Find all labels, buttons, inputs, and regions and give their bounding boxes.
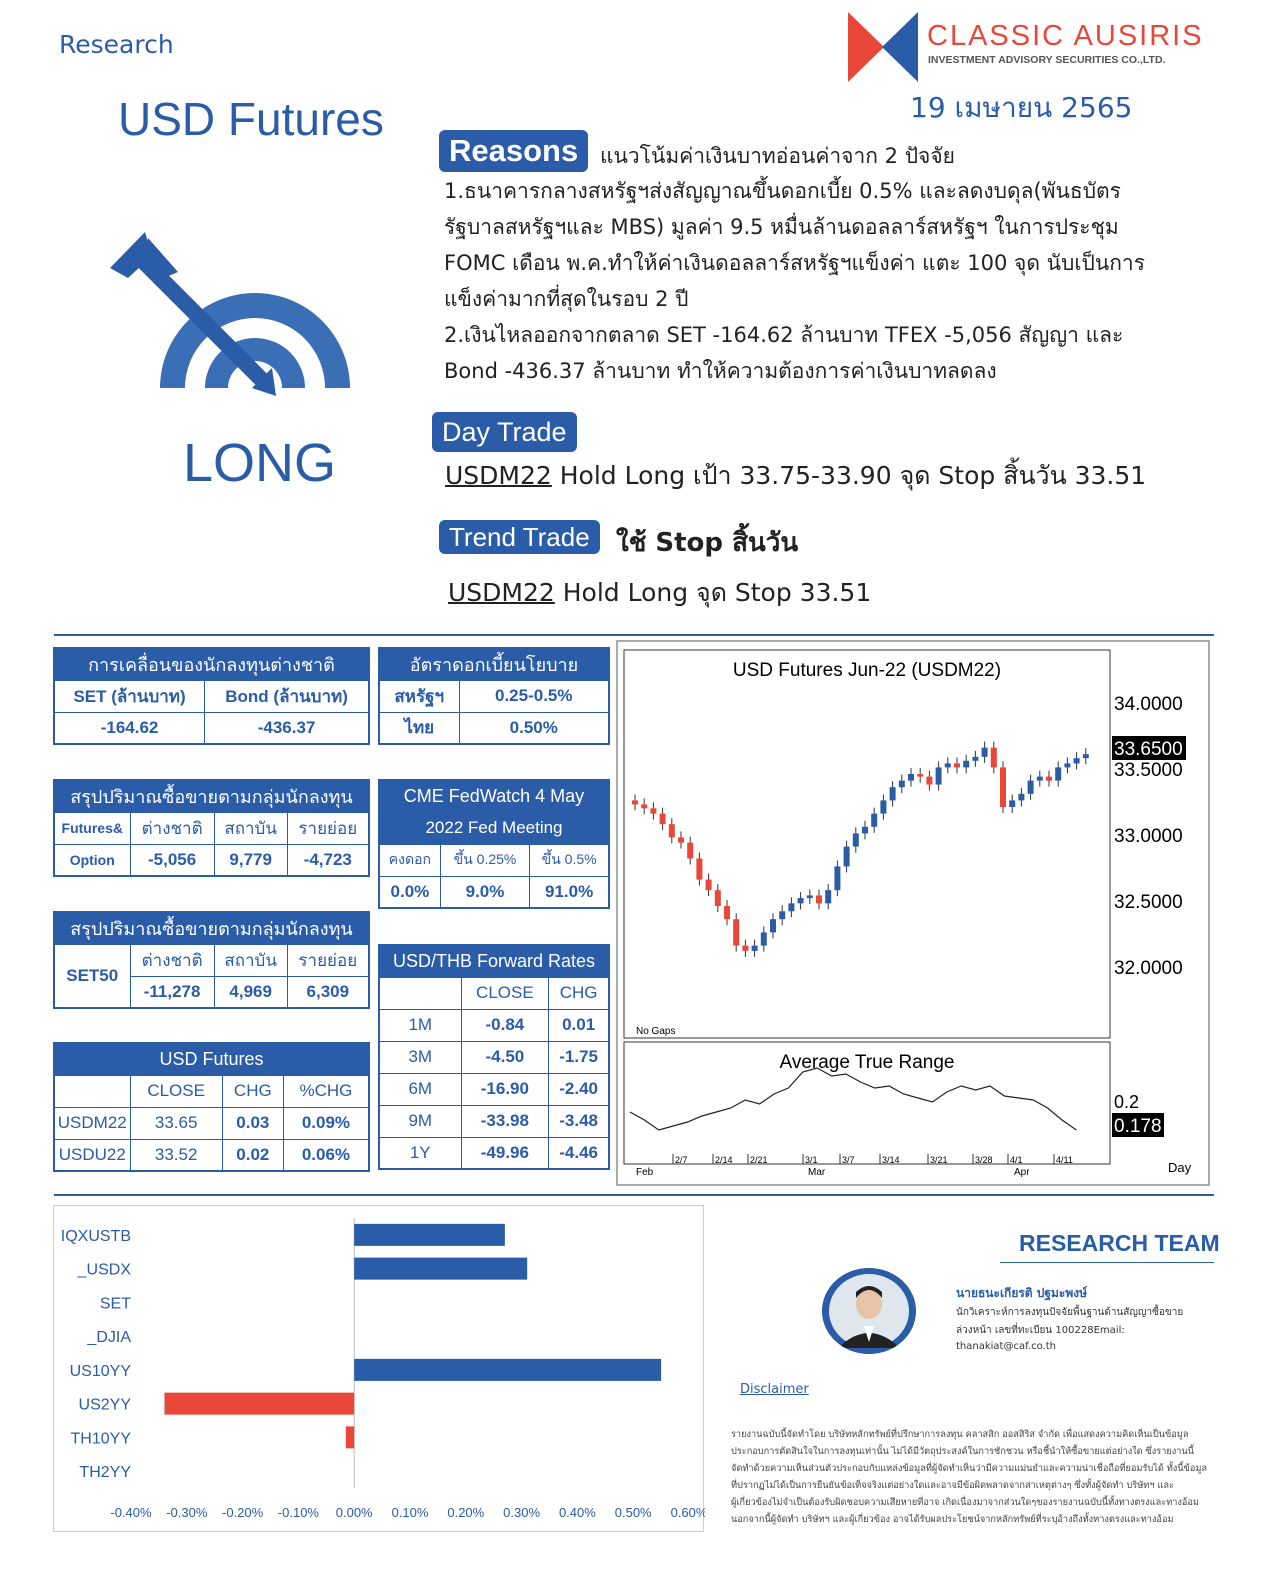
category-label: _DJIA xyxy=(87,1329,131,1347)
trend-trade-note: ใช้ Stop สิ้นวัน xyxy=(616,528,799,558)
table-cell: 0.25-0.5% xyxy=(459,680,609,712)
table-cell: 0.50% xyxy=(459,712,609,744)
candle-body xyxy=(1046,777,1052,781)
table-cell: -164.62 xyxy=(54,712,205,744)
candle-body xyxy=(1000,767,1006,807)
bar xyxy=(164,1393,354,1415)
table-cell: 9.0% xyxy=(440,876,529,908)
day-trade-badge: Day Trade xyxy=(432,412,577,452)
atr-title: Average True Range xyxy=(779,1052,955,1073)
table-cell: -11,278 xyxy=(130,976,214,1008)
table-cell: 0.09% xyxy=(283,1107,369,1139)
column-header: ต่างชาติ xyxy=(130,944,214,976)
candle-body xyxy=(1037,777,1043,781)
analyst-name: นายธนะเกียรติ ปฐมะพงษ์ xyxy=(956,1286,1088,1300)
policy-rate-table xyxy=(378,647,610,745)
table-title: USD/THB Forward Rates xyxy=(379,945,609,977)
disclaimer-line: รายงานฉบับนี้จัดทำโดย บริษัทหลักทรัพย์ที่ปรึกษาการลงทุน คลาสสิก ออสสิริส จำกัด เพื่อแสดงความคิดเห็นเป็นข้อมูล xyxy=(731,1429,1189,1440)
disclaimer-title: Disclaimer xyxy=(740,1382,809,1397)
table-cell: -0.84 xyxy=(461,1009,549,1041)
bond-change-chart xyxy=(54,1206,705,1533)
reason-line: FOMC เดือน พ.ค.ทำให้ค่าเงินดอลลาร์สหรัฐฯแข็งค่า แตะ 100 จุด นับเป็นการ xyxy=(444,251,1145,275)
column-header: CHG xyxy=(222,1075,283,1107)
candle-body xyxy=(853,833,859,846)
divider xyxy=(1000,1262,1214,1263)
candle-body xyxy=(945,763,951,767)
divider xyxy=(54,634,1214,636)
trend-trade-symbol: USDM22 xyxy=(448,578,555,607)
x-tick-label: 3/28 xyxy=(975,1155,993,1165)
candle-body xyxy=(770,919,776,932)
page-title: USD Futures xyxy=(118,93,384,145)
atr-line xyxy=(630,1068,1076,1130)
table-cell: ไทย xyxy=(379,712,459,744)
category-label: IQXUSTB xyxy=(60,1227,131,1245)
x-tick-label: 0.60% xyxy=(670,1505,705,1520)
column-header: คงดอก xyxy=(379,844,440,876)
table-cell: 91.0% xyxy=(530,876,609,908)
table-cell: 33.65 xyxy=(130,1107,222,1139)
x-tick-label: 2/21 xyxy=(750,1155,768,1165)
table-cell: 0.01 xyxy=(549,1009,609,1041)
candle-body xyxy=(807,895,813,898)
bar xyxy=(346,1426,354,1448)
x-tick-label: 0.10% xyxy=(391,1505,429,1520)
candle-body xyxy=(779,911,785,919)
table-cell: -4.46 xyxy=(549,1137,609,1169)
x-tick-label: 0.20% xyxy=(447,1505,485,1520)
table-cell xyxy=(54,1075,130,1107)
analyst-avatar xyxy=(822,1268,916,1354)
bond-change-chart-panel xyxy=(53,1205,704,1532)
candle-body xyxy=(890,787,896,800)
month-label: Apr xyxy=(1014,1167,1030,1178)
candle-body xyxy=(742,946,748,951)
x-tick-label: 2/7 xyxy=(675,1155,688,1165)
column-header: ต่างชาติ xyxy=(130,812,214,844)
table-title: CME FedWatch 4 May xyxy=(379,780,609,812)
x-tick-label: 3/7 xyxy=(842,1155,855,1165)
reason-line: 1.ธนาคารกลางสหรัฐฯส่งสัญญาณขึ้นดอกเบี้ย 0.5% และลดงบดุล(พันธบัตร xyxy=(444,179,1121,203)
disclaimer-line: จัดทำด้วยความเห็นส่วนตัวประกอบกับแหล่งข้อมูลที่ผู้จัดทำเห็นว่ามีความแม่นยำและความน่าเชื่อถือที่ยอมรับได้ ทั้งนี้ข้อมูล xyxy=(731,1463,1208,1474)
table-cell: -4,723 xyxy=(287,844,369,876)
price-chart xyxy=(618,642,1208,1184)
x-tick-label: 3/1 xyxy=(805,1155,818,1165)
candle-body xyxy=(678,837,684,842)
table-cell: สหรัฐฯ xyxy=(379,680,459,712)
candle-body xyxy=(752,946,758,951)
trend-trade-text xyxy=(448,573,871,613)
table-cell: -5,056 xyxy=(130,844,214,876)
candle-body xyxy=(880,800,886,813)
candle-body xyxy=(816,895,822,903)
bar xyxy=(354,1258,527,1280)
y-tick-label: 33.5000 xyxy=(1114,760,1183,781)
table-title: สรุปปริมาณซื้อขายตามกลุ่มนักลงทุน xyxy=(54,912,369,944)
column-header: CLOSE xyxy=(461,977,549,1009)
candle-body xyxy=(862,827,868,834)
brand-logo-icon xyxy=(848,12,918,82)
candle-body xyxy=(871,814,877,827)
table-title: การเคลื่อนของนักลงทุนต่างชาติ xyxy=(54,648,369,680)
table-cell: -49.96 xyxy=(461,1137,549,1169)
category-label: US10YY xyxy=(69,1362,131,1380)
candle-body xyxy=(669,824,675,837)
disclaimer-line: ที่ปรากฏไม่ได้เป็นการยืนยันข้อเท็จจริงแต่อย่างใดและอาจมีข้อผิดพลาดจากสาเหตุต่างๆ ซึ่งทั้งผู้จัดทำ บริษัทฯ และ xyxy=(731,1480,1174,1491)
candle-body xyxy=(724,906,730,919)
x-tick-group xyxy=(673,1154,1073,1165)
x-axis-title: Day xyxy=(1168,1160,1192,1175)
column-header: สถาบัน xyxy=(214,812,287,844)
column-header: CLOSE xyxy=(130,1075,222,1107)
candle-body xyxy=(908,774,914,781)
table-subtitle: 2022 Fed Meeting xyxy=(379,812,609,844)
x-tick-label: -0.40% xyxy=(110,1505,152,1520)
trend-trade-badge: Trend Trade xyxy=(439,520,600,554)
candle-body xyxy=(963,761,969,768)
reason-line: 2.เงินไหลออกจากตลาด SET -164.62 ล้านบาท TFEX -5,056 สัญญา และ xyxy=(444,323,1124,347)
candle-body xyxy=(834,866,840,890)
no-gaps-label: No Gaps xyxy=(636,1026,676,1037)
table-cell: USDU22 xyxy=(54,1139,130,1171)
reasons-badge: Reasons xyxy=(439,130,588,172)
table-cell: -33.98 xyxy=(461,1105,549,1137)
candle-body xyxy=(1064,763,1070,767)
y-tick-label: 34.0000 xyxy=(1114,694,1183,715)
candle-body xyxy=(1018,794,1024,801)
reasons-intro: แนวโน้มค่าเงินบาทอ่อนค่าจาก 2 ปัจจัย xyxy=(600,144,955,168)
bar xyxy=(354,1359,661,1381)
category-label: SET xyxy=(99,1295,131,1313)
reason-line: Bond -436.37 ล้านบาท ทำให้ความต้องการค่าเงินบาทลดลง xyxy=(444,359,997,383)
column-header: SET (ล้านบาท) xyxy=(54,680,205,712)
analyst-email: thanakiat@caf.co.th xyxy=(956,1341,1056,1352)
candle-body xyxy=(1009,800,1015,807)
candle-body xyxy=(798,898,804,903)
table-cell: 3M xyxy=(379,1041,461,1073)
report-date: 19 เมษายน 2565 xyxy=(910,91,1133,124)
candle-body xyxy=(917,774,923,777)
candle-body xyxy=(936,767,942,784)
x-tick-label: 0.00% xyxy=(335,1505,373,1520)
y-tick-label: 32.0000 xyxy=(1114,958,1183,979)
column-header: รายย่อย xyxy=(287,812,369,844)
table-cell: 9M xyxy=(379,1105,461,1137)
candle-body xyxy=(761,932,767,945)
row-label: Futures& xyxy=(54,812,130,844)
table-cell: 33.52 xyxy=(130,1139,222,1171)
day-trade-symbol: USDM22 xyxy=(445,461,552,490)
category-label: US2YY xyxy=(78,1396,131,1414)
table-cell: 0.06% xyxy=(283,1139,369,1171)
fedwatch-table xyxy=(378,779,610,909)
category-label: _USDX xyxy=(77,1261,131,1279)
table-cell: 6,309 xyxy=(287,976,369,1008)
x-tick-label: -0.20% xyxy=(221,1505,264,1520)
price-chart-panel xyxy=(616,640,1210,1186)
x-tick-label: 4/11 xyxy=(1056,1155,1073,1165)
x-tick-label: 3/21 xyxy=(930,1155,948,1165)
table-cell: 6M xyxy=(379,1073,461,1105)
disclaimer-line: ประกอบการตัดสินใจในการลงทุนเท่านั้น ไม่ได้มีวัตถุประสงค์ในการชักชวน หรือชี้นำให้ซื้อขายแต่อย่างใด ซึ่งรายงานนี้ xyxy=(731,1446,1194,1457)
candle-body xyxy=(733,919,739,945)
day-trade-detail: Hold Long เป้า 33.75-33.90 จุด Stop สิ้นวัน 33.51 xyxy=(551,461,1147,490)
candle-body xyxy=(982,748,988,757)
candle-body xyxy=(650,808,656,813)
x-tick-label: 0.40% xyxy=(558,1505,596,1520)
table-cell: 9,779 xyxy=(214,844,287,876)
table-cell: 0.02 xyxy=(222,1139,283,1171)
atr-last-label: 0.178 xyxy=(1114,1116,1162,1137)
candlestick-series xyxy=(632,742,1089,957)
column-header: %CHG xyxy=(283,1075,369,1107)
candle-body xyxy=(641,804,647,808)
candle-body xyxy=(954,763,960,767)
table-cell: 0.03 xyxy=(222,1107,283,1139)
column-header: ขึ้น 0.5% xyxy=(530,844,609,876)
candle-body xyxy=(926,777,932,785)
table-cell: -436.37 xyxy=(205,712,369,744)
research-team-title: RESEARCH TEAM xyxy=(1019,1230,1220,1256)
table-cell: -4.50 xyxy=(461,1041,549,1073)
futures-flow-table xyxy=(53,779,370,877)
brand-subtitle: INVESTMENT ADVISORY SECURITIES CO.,LTD. xyxy=(928,54,1166,66)
row-label: SET50 xyxy=(54,944,130,1008)
table-cell: 4,969 xyxy=(214,976,287,1008)
day-trade-text xyxy=(445,456,1146,496)
table-cell: -16.90 xyxy=(461,1073,549,1105)
x-tick-label: 4/1 xyxy=(1010,1155,1023,1165)
analyst-info: ล่วงหน้า เลขที่ทะเบียน 100228Email: xyxy=(956,1325,1125,1336)
trend-trade-detail: Hold Long จุด Stop 33.51 xyxy=(554,578,872,607)
x-tick-label: 2/14 xyxy=(715,1155,733,1165)
table-title: อัตราดอกเบี้ยนโยบาย xyxy=(379,648,609,680)
section-label: Research xyxy=(59,30,174,59)
x-tick-label: -0.30% xyxy=(166,1505,208,1520)
column-header: ขึ้น 0.25% xyxy=(440,844,529,876)
candle-body xyxy=(972,757,978,761)
table-cell: -3.48 xyxy=(549,1105,609,1137)
column-header: รายย่อย xyxy=(287,944,369,976)
candle-body xyxy=(632,800,638,804)
reason-line: แข็งค่ามากที่สุดในรอบ 2 ปี xyxy=(444,287,689,311)
x-tick-label: 0.50% xyxy=(614,1505,652,1520)
candle-body xyxy=(1055,767,1061,780)
candle-body xyxy=(844,847,850,867)
column-header: สถาบัน xyxy=(214,944,287,976)
table-cell: 1Y xyxy=(379,1137,461,1169)
candle-body xyxy=(687,843,693,859)
candle-body xyxy=(696,858,702,879)
candle-body xyxy=(1083,754,1089,758)
column-header: CHG xyxy=(549,977,609,1009)
disclaimer-line: นอกจากนี้ผู้จัดทำ บริษัทฯ และผู้เกี่ยวข้อง อาจได้รับผลประโยชน์จากหลักทรัพย์ที่ระบุอ้างถึงทั้งทางตรงและทางอ้อม xyxy=(731,1514,1174,1525)
price-chart-title: USD Futures Jun-22 (USDM22) xyxy=(732,660,1002,681)
analyst-info: นักวิเคราะห์การลงทุนปัจจัยพื้นฐานด้านสัญญาซื้อขาย xyxy=(956,1307,1184,1318)
table-cell: 1M xyxy=(379,1009,461,1041)
last-price-label: 33.6500 xyxy=(1114,739,1183,760)
y-tick-label: 33.0000 xyxy=(1114,826,1183,847)
target-arrow-icon xyxy=(100,228,360,398)
table-cell: USDM22 xyxy=(54,1107,130,1139)
category-label: TH2YY xyxy=(79,1464,131,1482)
category-label: TH10YY xyxy=(70,1430,131,1448)
table-cell: 0.0% xyxy=(379,876,440,908)
x-tick-label: -0.10% xyxy=(277,1505,320,1520)
forward-rates-table xyxy=(378,944,610,1170)
candle-body xyxy=(706,880,712,891)
x-tick-label: 0.30% xyxy=(503,1505,541,1520)
candle-body xyxy=(991,748,997,768)
table-cell: -1.75 xyxy=(549,1041,609,1073)
divider xyxy=(54,1194,1214,1196)
candle-body xyxy=(715,890,721,906)
candle-body xyxy=(788,903,794,911)
set50-flow-table xyxy=(53,911,370,1009)
y-tick-label: 32.5000 xyxy=(1114,892,1183,913)
position-label: LONG xyxy=(183,433,337,493)
usd-futures-table xyxy=(53,1042,370,1172)
row-label: Option xyxy=(54,844,130,876)
candle-body xyxy=(1074,758,1080,763)
table-title: สรุปปริมาณซื้อขายตามกลุ่มนักลงทุน xyxy=(54,780,369,812)
table-cell xyxy=(379,977,461,1009)
table-cell: -2.40 xyxy=(549,1073,609,1105)
month-label: Feb xyxy=(636,1167,654,1178)
x-tick-label: 3/14 xyxy=(882,1155,900,1165)
brand-name: CLASSIC AUSIRIS xyxy=(927,20,1204,52)
month-label: Mar xyxy=(808,1167,826,1178)
foreign-flow-table xyxy=(53,647,370,745)
reason-line: รัฐบาลสหรัฐฯและ MBS) มูลค่า 9.5 หมื่นล้านดอลลาร์สหรัฐฯ ในการประชุม xyxy=(444,215,1119,239)
column-header: Bond (ล้านบาท) xyxy=(205,680,369,712)
candle-body xyxy=(825,890,831,903)
candle-body xyxy=(1028,781,1034,794)
disclaimer-line: ผู้เกี่ยวข้องไม่จำเป็นต้องรับผิดชอบความเสียหายที่อาจ เกิดเนื่องมาจากส่วนใดๆของรายงานฉบับนี้ทั้งทางตรงและทางอ้อม xyxy=(731,1497,1199,1508)
candle-body xyxy=(660,814,666,825)
price-plot-area xyxy=(624,650,1110,1038)
bar xyxy=(354,1224,505,1246)
table-title: USD Futures xyxy=(54,1043,369,1075)
candle-body xyxy=(899,781,905,788)
atr-tick-label: 0.2 xyxy=(1114,1092,1140,1112)
